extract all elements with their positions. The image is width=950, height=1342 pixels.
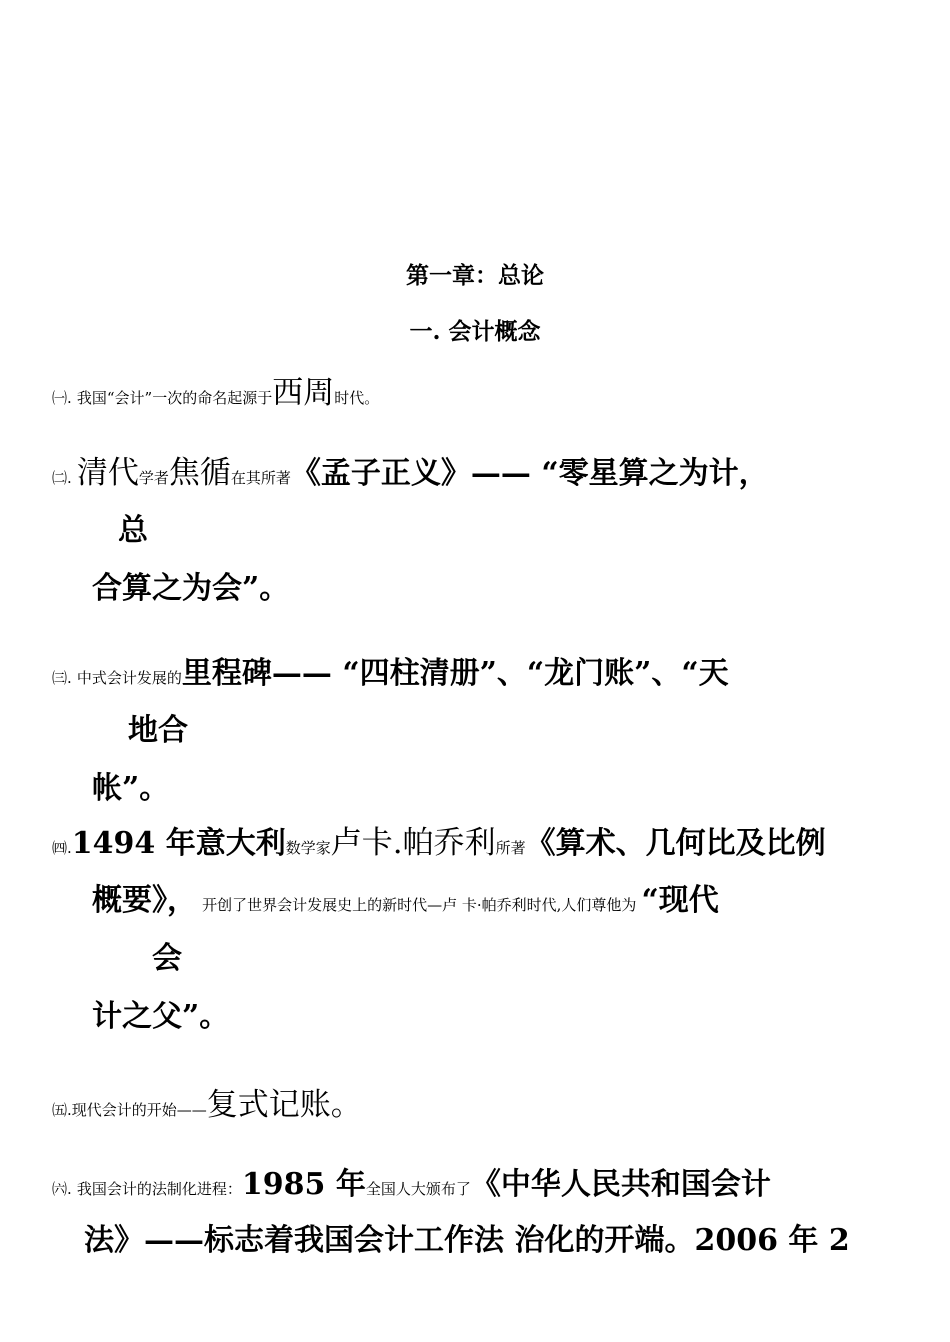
- list-item-6: [52, 1167, 771, 1202]
- section-heading: 一. 会计概念: [409, 318, 541, 345]
- item-number: ㈤.: [52, 1101, 72, 1119]
- item-text: 数学家: [285, 839, 331, 857]
- item-text: 我国“会计”一次的命名起源于: [76, 389, 273, 407]
- item-number: ㈣.: [52, 839, 72, 857]
- item-line: 总: [118, 513, 148, 548]
- item-text: 在其所著: [230, 469, 291, 487]
- item-number: ㈡.: [52, 469, 72, 487]
- item-text: 开创了世界会计发展史上的新时代—卢 卡·帕乔利时代,人们尊他为: [202, 896, 637, 914]
- item-text: 中式会计发展的: [76, 669, 182, 687]
- item-emphasis: 《算术、几何比及比例: [525, 826, 826, 861]
- item-text: 所著: [495, 839, 526, 857]
- item-emphasis: 《孟子正义》—— “零星算之为计，: [290, 456, 769, 491]
- item-emphasis: 焦循: [168, 455, 231, 491]
- list-item-1: [52, 375, 380, 411]
- item-emphasis: 概要》，: [92, 883, 197, 918]
- item-emphasis: 1985 年: [241, 1167, 366, 1202]
- item-emphasis: 1494 年意大利: [71, 826, 286, 861]
- item-text: 全国人大颁布了: [365, 1180, 471, 1198]
- item-text: 现代会计的开始——: [71, 1101, 207, 1119]
- item-emphasis: 复式记账。: [206, 1087, 362, 1123]
- item-emphasis: 清代: [76, 455, 139, 491]
- item-line: 帐”。: [92, 771, 170, 806]
- item-emphasis: “现代: [641, 883, 719, 918]
- item-line: 地合: [128, 713, 188, 748]
- list-item-2: [52, 455, 769, 491]
- item-number: ㈥.: [52, 1180, 72, 1198]
- page-title: 第一章：总论: [406, 262, 544, 289]
- item-text: 学者: [138, 469, 169, 487]
- item-emphasis: 里程碑—— “四柱清册”、“龙门账”、“天: [181, 656, 729, 691]
- list-item-3: [52, 656, 729, 691]
- item-number: ㈠.: [52, 389, 72, 407]
- item-text: 时代。: [334, 389, 380, 407]
- item-text: 我国会计的法制化进程：: [76, 1180, 242, 1198]
- item-line: 合算之为会”。: [92, 571, 290, 606]
- item-line: 计之父”。: [92, 999, 230, 1034]
- item-emphasis: 《中华人民共和国会计: [470, 1167, 771, 1202]
- list-item-5: [52, 1087, 362, 1123]
- list-item-4: [52, 825, 826, 861]
- item-line: 法》——标志着我国会计工作法 治化的开端。2006 年 2: [84, 1223, 850, 1258]
- item-line: [92, 883, 719, 918]
- item-emphasis: 西周: [272, 375, 335, 411]
- item-line: 会: [152, 941, 182, 976]
- item-number: ㈢.: [52, 669, 72, 687]
- item-emphasis: 卢卡.帕乔利: [330, 825, 496, 861]
